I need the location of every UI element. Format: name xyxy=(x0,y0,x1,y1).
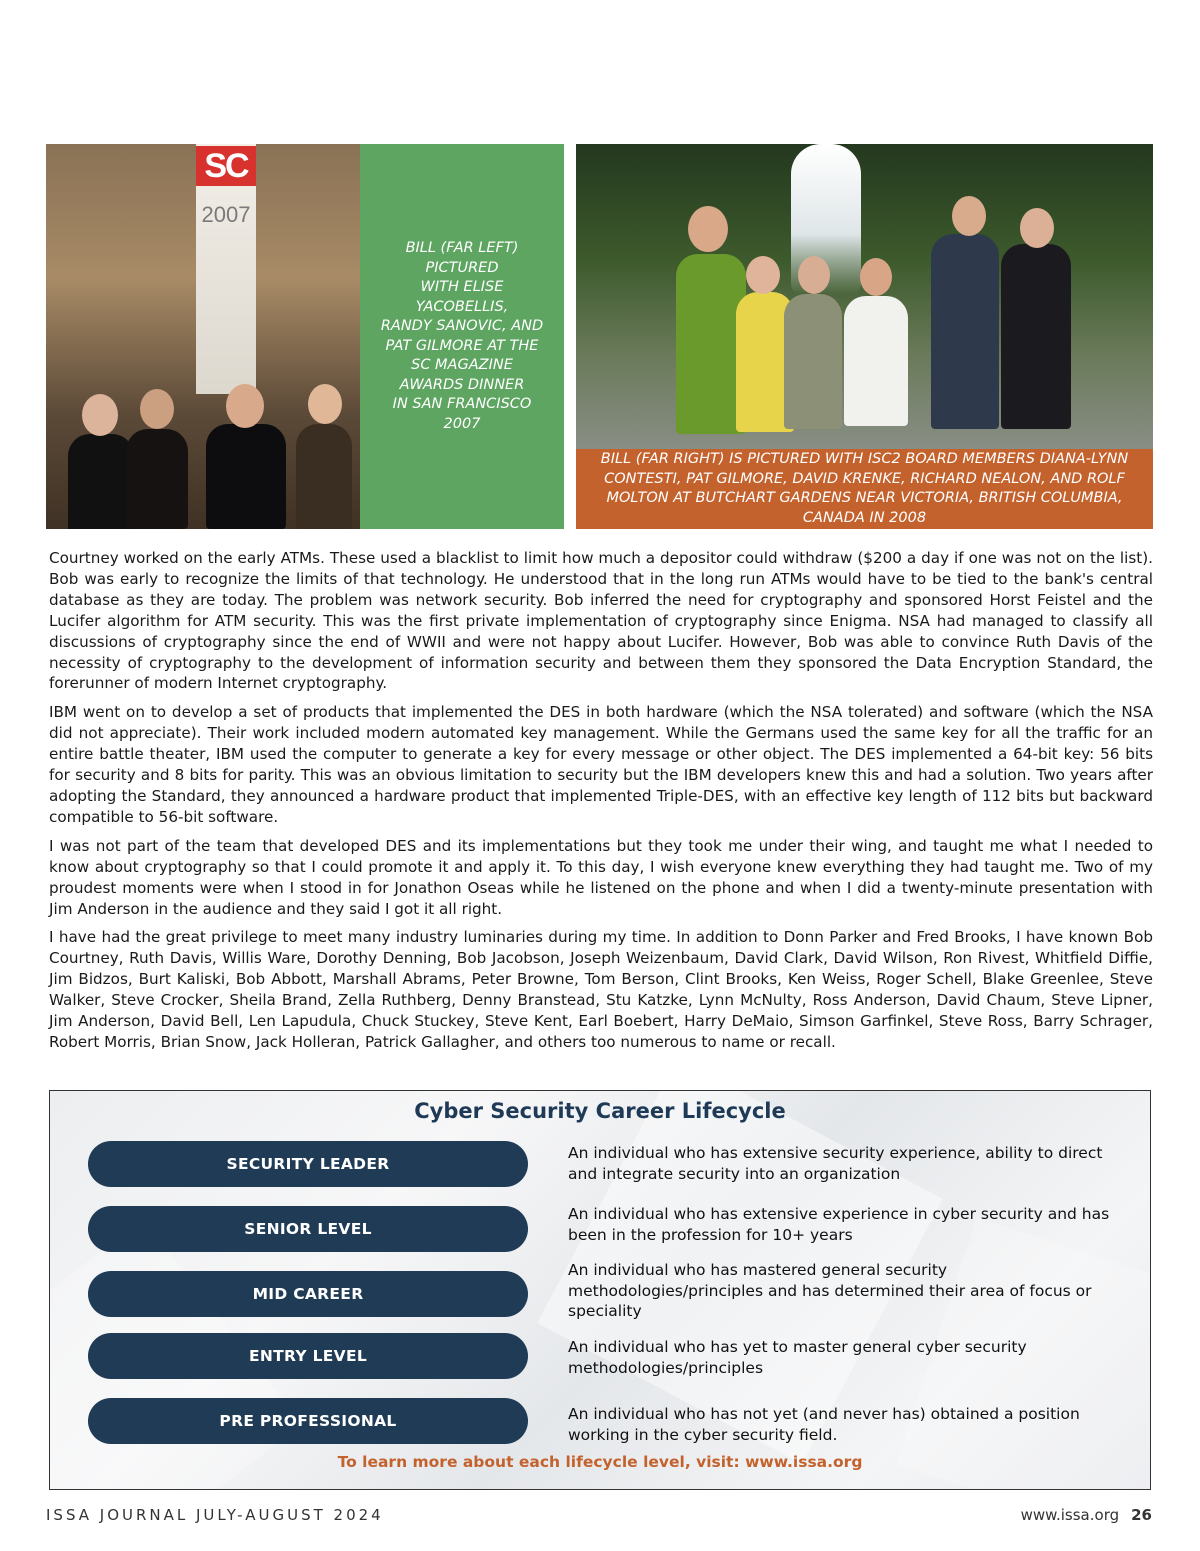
person-figure xyxy=(68,434,134,529)
person-head xyxy=(226,384,264,428)
level-pill-security-leader: SECURITY LEADER xyxy=(88,1141,528,1187)
person-figure xyxy=(931,234,999,429)
page-footer-right xyxy=(1021,1506,1152,1524)
person-figure xyxy=(296,424,352,529)
butchart-gardens-caption xyxy=(576,449,1153,529)
level-description-security-leader: An individual who has extensive security experience, ability to direct and integrate security into an organization xyxy=(568,1144,1103,1183)
level-description-mid-career: An individual who has mastered general security methodologies/principles and has determined their area of focus or speciality xyxy=(568,1261,1092,1320)
article-paragraph: I was not part of the team that developed DES and its implementations but they took me under their wing, and taught me what I needed to know about cryptography so that I could promote it and apply it. To this day, I wish everyone knew everything they had taught me. Two of my proudest moments were when I stood in for Jonathon Oseas while he listened on the phone and when I did a twenty-minute presentation with Jim Anderson in the audience and they said I got it all right. xyxy=(49,836,1153,918)
butchart-gardens-caption-text: BILL (FAR RIGHT) IS PICTURED WITH ISC2 BOARD MEMBERS DIANA-LYNN CONTESTI, PAT GILMORE, DAVID KRENKE, RICHARD NEALON, AND ROLF MOLTON AT BUTCHART GARDENS NEAR VICTORIA, BRITISH COLUMBIA, CANADA IN 2008 xyxy=(600,451,1129,526)
website-link[interactable]: www.issa.org xyxy=(1020,1506,1120,1524)
lifecycle-title: Cyber Security Career Lifecycle xyxy=(414,1099,786,1123)
person-head xyxy=(308,384,342,424)
level-description-senior-level: An individual who has extensive experience in cyber security and has been in the profession for 10+ years xyxy=(568,1205,1110,1244)
awards-dinner-photo xyxy=(46,144,360,529)
person-head xyxy=(82,394,118,436)
journal-issue: ISSA JOURNAL JULY-AUGUST 2024 xyxy=(46,1506,384,1524)
level-pill-mid-career: MID CAREER xyxy=(88,1271,528,1317)
article-paragraph: Courtney worked on the early ATMs. These used a blacklist to limit how much a depositor could withdraw ($200 a day if one was not on the list). Bob was early to recognize the limits of that technology. He understood that in the long run ATMs would have to be tied to the bank's central database as they are today. The problem was network security. Bob inferred the need for cryptography and sponsored Horst Feistel and the Lucifer algorithm for ATM security. This was the first private implementation of cryptography since Enigma. NSA had managed to classify all discussions of cryptography since the end of WWII and were not happy about Lucifer. However, Bob was able to convince Ruth Davis of the necessity of cryptography to the development of information security and between them they sponsored the Data Encryption Standard, the forerunner of modern Internet cryptography. xyxy=(49,549,1153,693)
level-pill-entry-level: ENTRY LEVEL xyxy=(88,1333,528,1379)
person-head xyxy=(688,206,728,252)
person-figure xyxy=(126,429,188,529)
person-head xyxy=(140,389,174,429)
level-description-entry-level: An individual who has yet to master general cyber security methodologies/principles xyxy=(568,1338,1027,1377)
lifecycle-learn-more: To learn more about each lifecycle level, visit: www.issa.org xyxy=(337,1453,863,1471)
awards-dinner-caption xyxy=(360,144,564,529)
article-paragraph: IBM went on to develop a set of products that implemented the DES in both hardware (which the NSA tolerated) and software (which the NSA did not appreciate). Their work included modern automated key management. While the Germans used the same key for all the traffic for an entire battle theater, IBM used the computer to generate a key for every message or other object. The DES implemented a 64-bit key: 56 bits for security and 8 bits for parity. This was an obvious limitation to security but the IBM developers knew this and had a solution. Two years after adopting the Standard, they announced a hardware product that implemented Triple-DES, with an effective key length of 112 bits but backward compatible to 56-bit software. xyxy=(49,703,1153,826)
person-head xyxy=(798,256,830,294)
page-number: 26 xyxy=(1131,1506,1152,1524)
person-figure xyxy=(784,294,842,429)
sc-magazine-logo: SC xyxy=(196,146,256,186)
sc-awards-year: 2007 xyxy=(201,202,251,227)
person-head xyxy=(860,258,892,296)
level-pill-senior-level: SENIOR LEVEL xyxy=(88,1206,528,1252)
article-body xyxy=(49,548,1153,1061)
person-figure xyxy=(844,296,908,426)
person-head xyxy=(1020,208,1054,248)
person-head xyxy=(952,196,986,236)
person-head xyxy=(746,256,780,294)
career-lifecycle-box xyxy=(49,1090,1151,1490)
person-figure xyxy=(206,424,286,529)
article-paragraph: I have had the great privilege to meet many industry luminaries during my time. In addition to Donn Parker and Fred Brooks, I have known Bob Courtney, Ruth Davis, Willis Ware, Dorothy Denning, Bob Jacobson, Joseph Weizenbaum, David Clark, David Wilson, Ron Rivest, Whitfield Diffie, Jim Bidzos, Burt Kaliski, Bob Abbott, Marshall Abrams, Peter Browne, Tom Berson, Clint Brooks, Ken Weiss, Roger Schell, Blake Greenlee, Steve Walker, Steve Crocker, Sheila Brand, Zella Ruthberg, Denny Branstead, Stu Katzke, Lynn McNulty, Ross Anderson, David Chaum, Steve Lipner, Jim Anderson, David Bell, Len Lapudula, Chuck Stuckey, Steve Kent, Earl Boebert, Harry DeMaio, Simson Garfinkel, Steve Ross, Barry Schrager, Robert Morris, Brian Snow, Jack Holleran, Patrick Gallagher, and others too numerous to name or recall. xyxy=(49,928,1153,1051)
awards-dinner-caption-text: BILL (FAR LEFT) PICTURED WITH ELISE YACOBELLIS, RANDY SANOVIC, AND PAT GILMORE AT THE SC MAGAZINE AWARDS DINNER IN SAN FRANCISCO 2007 xyxy=(380,240,544,432)
level-pill-pre-professional: PRE PROFESSIONAL xyxy=(88,1398,528,1444)
level-description-pre-professional: An individual who has not yet (and never has) obtained a position working in the cyber security field. xyxy=(568,1405,1080,1444)
person-figure xyxy=(1001,244,1071,429)
